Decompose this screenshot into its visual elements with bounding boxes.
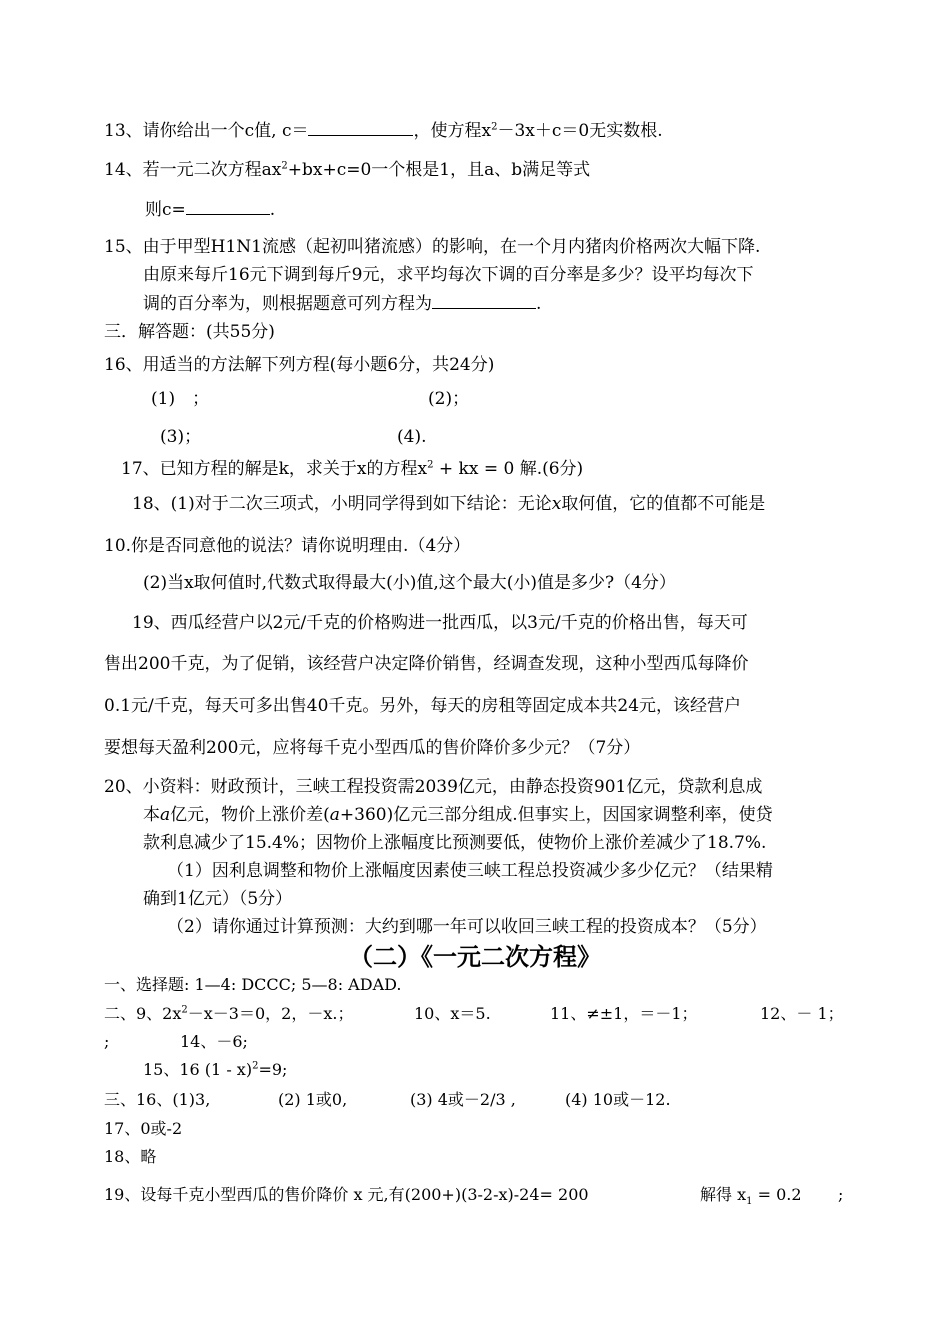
answer-blank	[308, 119, 413, 136]
answer-4-text-2: =9;	[258, 1060, 288, 1079]
q20-text-3: +360)亿元三部分组成.但事实上，因国家调整利率，使贷	[339, 805, 773, 825]
q18-var: x	[551, 494, 562, 514]
q17-text: 17、已知方程的解是k，求关于x的方程x	[121, 459, 428, 479]
q13-text-3: －3x＋c＝0无实数根.	[497, 121, 663, 141]
question-20-line-5: 确到1亿元）（5分）	[143, 889, 293, 909]
answer-5-b: (2) 1或0,	[278, 1090, 348, 1109]
question-15-line-1: 15、由于甲型H1N1流感（起初叫猪流感）的影响，在一个月内猪肉价格两次大幅下降.	[104, 237, 761, 257]
q16-part-1: (1) ；	[151, 389, 210, 409]
q20-var: a	[160, 805, 171, 825]
q20-text-2: 亿元，物价上涨价差(	[170, 805, 330, 825]
answer-5-c: (3) 4或－2/3 ,	[410, 1090, 516, 1109]
answer-blank	[432, 292, 536, 309]
q16-part-2: (2)；	[428, 389, 470, 409]
section-heading: 三．解答题：(共55分)	[104, 322, 275, 342]
answer-8-value: = 0.2	[757, 1185, 802, 1204]
q15-text-end: .	[536, 294, 542, 314]
question-20-line-4: （1）因利息调整和物价上涨幅度因素使三峡工程总投资减少多少亿元？（结果精	[167, 861, 773, 881]
q13-text-2: ，使方程x	[413, 121, 492, 141]
q15-text: 调的百分率为，则根据题意可列方程为	[143, 294, 432, 314]
question-19-line-1: 19、西瓜经营户以2元/千克的价格购进一批西瓜，以3元/千克的价格出售，每天可	[132, 613, 748, 633]
answer-2-text-2: －x－3＝0，2，－x.；	[187, 1004, 354, 1023]
q16-part-4: (4).	[397, 427, 427, 447]
answer-blank	[186, 198, 270, 215]
answer-2-q10: 10、x＝5.	[414, 1004, 491, 1023]
answer-5: 三、16、(1)3,	[104, 1090, 211, 1109]
question-19-line-2: 售出200千克，为了促销，该经营户决定降价销售，经调查发现，这种小型西瓜每降价	[104, 654, 749, 674]
answer-2-text: 二、9、2x	[104, 1004, 182, 1023]
question-16-title: 16、用适当的方法解下列方程(每小题6分，共24分)	[104, 355, 495, 375]
question-19-line-3: 0.1元/千克，每天可多出售40千克。另外，每天的房租等固定成本共24元，该经营户	[104, 696, 742, 716]
q14-text: 14、若一元二次方程ax	[104, 160, 282, 180]
answer-3-semicolon: ;	[104, 1032, 110, 1051]
answer-4-text: 15、16 (1 - x)	[143, 1060, 253, 1079]
question-19-line-4: 要想每天盈利200元，应将每千克小型西瓜的售价降价多少元？（7分）	[104, 738, 641, 758]
answer-1: 一、选择题: 1—4: DCCC; 5—8: ADAD.	[104, 975, 402, 994]
answer-5-d: (4) 10或－12.	[565, 1090, 671, 1109]
answer-2: 二、9、$2x^2-x-3=0$，2，－x.；	[104, 1004, 354, 1023]
answer-3: 14、－6;	[180, 1032, 248, 1051]
question-18-line-3: (2)当x取何值时,代数式取得最大(小)值,这个最大(小)值是多少?（4分）	[143, 573, 676, 593]
q14-text-4: .	[269, 200, 276, 220]
question-14-answer-line	[145, 198, 275, 221]
q18-text: 18、(1)对于二次三项式，小明同学得到如下结论：无论	[132, 494, 552, 514]
question-20-line-6: （2）请你通过计算预测：大约到哪一年可以收回三峡工程的投资成本？（5分）	[167, 917, 767, 937]
answer-8-result: 解得 $x_1 = 0.2$	[700, 1185, 802, 1208]
q14-text-2: +bx+c=0一个根是1，且a、b满足等式	[287, 160, 591, 180]
question-18-line-2: 10.你是否同意他的说法？请你说明理由.（4分）	[104, 536, 471, 556]
q18-text-2: 取何值，它的值都不可能是	[561, 494, 766, 514]
question-20-line-1: 20、小资料：财政预计，三峡工程投资需2039亿元，由静态投资901亿元，贷款利息成	[104, 777, 763, 797]
q14-text-3: 则c=	[145, 200, 186, 220]
question-20-line-3: 款利息减少了15.4%；因物价上涨幅度比预测要低，使物价上涨价差减少了18.7%.	[143, 833, 767, 853]
answer-8: 19、设每千克小型西瓜的售价降价 x 元,有(200+)(3-2-x)-24= 200	[104, 1185, 589, 1204]
answer-6: 17、0或-2	[104, 1119, 183, 1138]
question-18-line-1	[132, 493, 765, 515]
question-15-line-2: 由原来每斤16元下调到每斤9元，求平均每次下调的百分率是多少？设平均每次下	[143, 265, 754, 285]
question-15-line-3	[143, 292, 541, 315]
answer-4: 15、16 (1 - x)$^2$=9;	[143, 1060, 288, 1079]
q17-text-2: + kx = 0 解.(6分)	[438, 459, 584, 479]
q20-text: 本	[143, 805, 160, 825]
answer-8-end: ;	[838, 1185, 844, 1204]
question-17: 17、已知方程的解是k，求关于x的方程$x^2$ + kx = 0 解.(6分)	[121, 459, 584, 479]
question-20-line-2	[143, 804, 773, 826]
answer-7: 18、略	[104, 1147, 157, 1166]
question-14: 14、若一元二次方程$ax^2+bx+c=0$一个根是1，且a、b满足等式	[104, 160, 591, 180]
q16-part-3: (3)；	[160, 427, 202, 447]
answer-2-q12: 12、－ 1；	[760, 1004, 844, 1023]
answer-2-q11: 11、≠±1，＝－1；	[550, 1004, 698, 1023]
q20-var-2: a	[329, 805, 340, 825]
question-13: 13、请你给出一个c值, c＝ ，使方程$x^2-3x+c=0$无实数根.	[104, 121, 663, 141]
answers-title: （二）《一元二次方程》	[349, 943, 601, 971]
q13-text: 13、请你给出一个c值, c＝	[104, 121, 309, 141]
answer-8-text: 解得 x	[700, 1185, 747, 1204]
